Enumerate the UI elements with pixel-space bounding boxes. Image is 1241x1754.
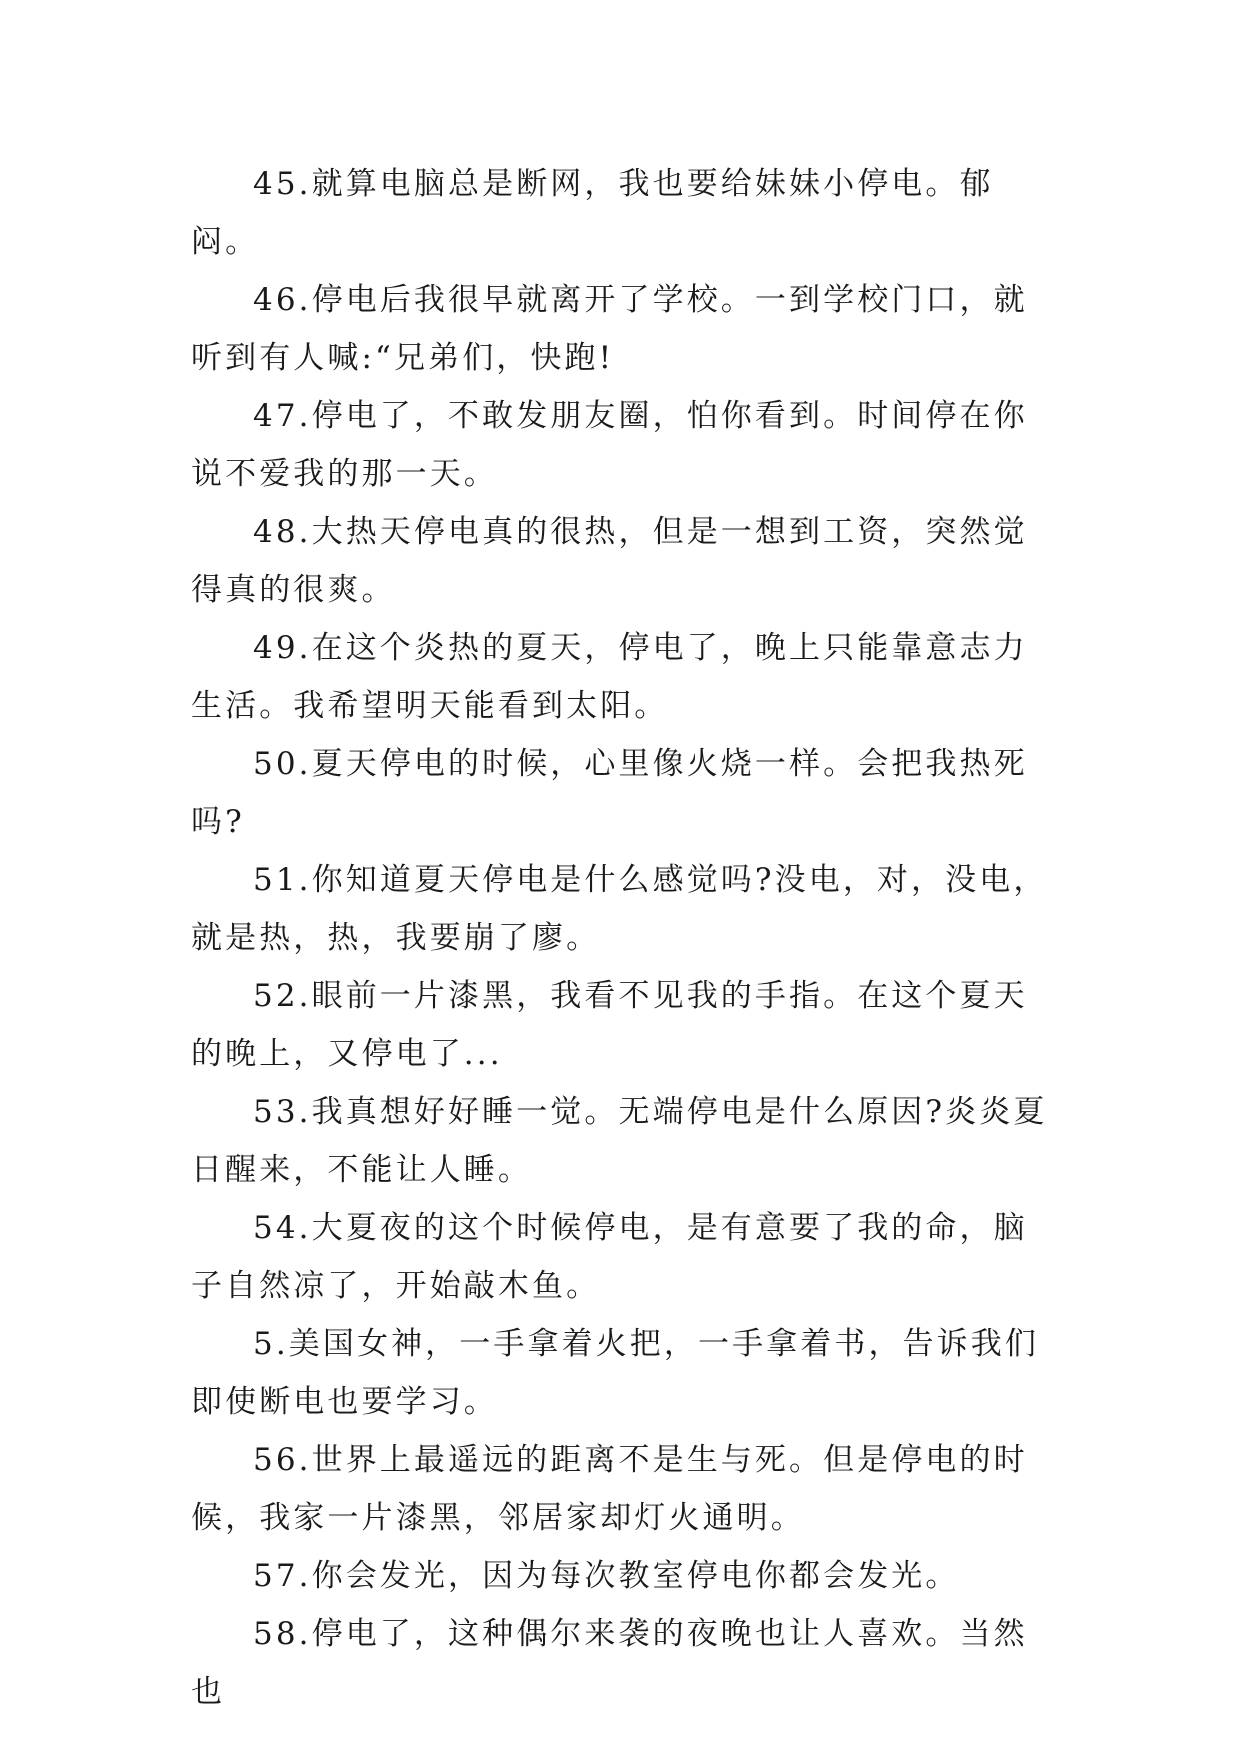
paragraph-51: 51.你知道夏天停电是什么感觉吗?没电，对，没电，就是热，热，我要崩了廖。 — [191, 862, 1048, 956]
paragraph-53: 53.我真想好好睡一觉。无端停电是什么原因?炎炎夏日醒来，不能让人睡。 — [191, 1094, 1048, 1188]
paragraph-45: 45.就算电脑总是断网，我也要给妹妹小停电。郁闷。 — [191, 166, 994, 260]
paragraph-52: 52.眼前一片漆黑，我看不见我的手指。在这个夏天的晚上，又停电了... — [191, 978, 1028, 1072]
paragraph-49: 49.在这个炎热的夏天，停电了，晚上只能靠意志力生活。我希望明天能看到太阳。 — [191, 630, 1028, 724]
paragraph-56: 56.世界上最遥远的距离不是生与死。但是停电的时候，我家一片漆黑，邻居家却灯火通明。 — [191, 1442, 1028, 1536]
paragraph-46: 46.停电后我很早就离开了学校。一到学校门口，就听到有人喊:“兄弟们，快跑! — [191, 282, 1028, 376]
paragraph-47: 47.停电了，不敢发朋友圈，怕你看到。时间停在你说不爱我的那一天。 — [191, 398, 1028, 492]
paragraph-48: 48.大热天停电真的很热，但是一想到工资，突然觉得真的很爽。 — [191, 514, 1028, 608]
paragraph-5: 5.美国女神，一手拿着火把，一手拿着书，告诉我们即使断电也要学习。 — [191, 1326, 1039, 1420]
paragraph-58: 58.停电了，这种偶尔来袭的夜晚也让人喜欢。当然也 — [191, 1616, 1028, 1710]
paragraph-57: 57.你会发光，因为每次教室停电你都会发光。 — [253, 1558, 960, 1594]
document-body — [191, 155, 1051, 1721]
paragraph-54: 54.大夏夜的这个时候停电，是有意要了我的命，脑子自然凉了，开始敲木鱼。 — [191, 1210, 1028, 1304]
paragraph-50: 50.夏天停电的时候，心里像火烧一样。会把我热死吗? — [191, 746, 1028, 840]
